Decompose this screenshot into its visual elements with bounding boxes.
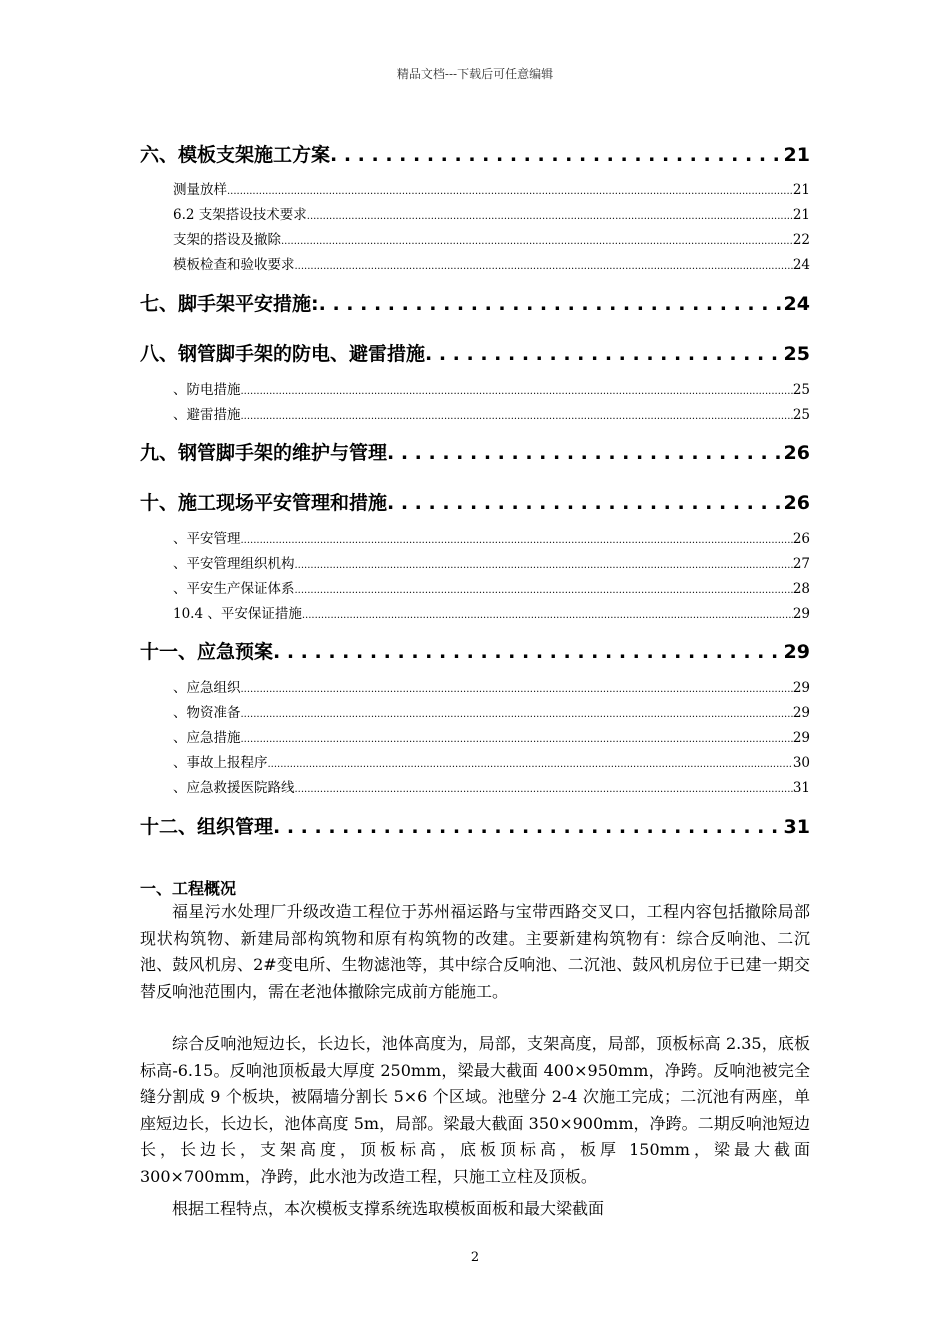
body-paragraph: 综合反响池短边长，长边长，池体高度为，局部，支架高度，局部，顶板标高 2.35，底板标高-6.15。反响池顶板最大厚度 250mm，梁最大截面 400×950mm，净跨。反响池被完全缝分割成 9 个板块，被隔墙分割长 5×6 个区域。池壁分 2-4 次施工完成；二沉池有两座，单座短边长，长边长，池体高度 5m，局部。梁最大截面 350×900mm，净跨。二期反响池短边长，长边长，支架高度，顶板标高，底板顶标高，板厚 150mm，梁最大截面 300×700mm，净跨，此水池为改造工程，只施工立柱及顶板。 [140, 1034, 810, 1186]
toc-entry[interactable] [173, 178, 810, 198]
toc-entry[interactable] [140, 812, 810, 839]
toc-leader [241, 730, 793, 746]
toc-leader [273, 816, 784, 838]
toc-entry-page: 29 [792, 606, 810, 622]
toc-entry-page: 30 [792, 755, 810, 771]
toc-entry-page: 21 [792, 182, 810, 198]
toc-entry[interactable] [173, 253, 810, 273]
toc-entry-page: 29 [792, 705, 810, 721]
toc-entry[interactable] [173, 403, 810, 423]
toc-leader [241, 382, 793, 398]
toc-entry-page: 29 [792, 680, 810, 696]
toc-leader [307, 207, 793, 223]
section-heading: 一、工程概况 [140, 879, 237, 898]
toc-leader [241, 680, 793, 696]
toc-entry[interactable] [173, 378, 810, 398]
toc-entry[interactable] [173, 751, 810, 771]
toc-entry-text: 六、模板支架施工方案 [140, 144, 331, 166]
toc-entry-text: 6.2 支架搭设技术要求 [173, 207, 307, 223]
page-number: 2 [470, 1250, 480, 1265]
toc-leader [425, 343, 784, 365]
toc-leader [295, 556, 793, 572]
toc-entry[interactable] [173, 776, 810, 796]
toc-entry-text: 十二、组织管理 [140, 816, 274, 838]
toc-leader [281, 232, 793, 248]
toc-entry-text: 10.4 、平安保证措施 [173, 606, 302, 622]
toc-entry-text: 、平安生产保证体系 [173, 581, 295, 597]
toc-leader [319, 293, 784, 315]
toc-entry-page: 27 [792, 556, 810, 572]
toc-entry-text: 支架的搭设及撤除 [173, 232, 281, 248]
toc-entry-text: 、平安管理 [173, 531, 241, 547]
toc-entry-text: 、应急救援医院路线 [173, 780, 295, 796]
page-header: 精品文档---下载后可任意编辑 [396, 67, 554, 81]
toc-entry[interactable] [140, 289, 810, 316]
toc-leader [330, 144, 784, 166]
toc-leader [241, 407, 793, 423]
toc-leader [302, 606, 793, 622]
toc-entry-text: 、应急措施 [173, 730, 241, 746]
toc-entry-page: 25 [783, 343, 810, 365]
toc-entry[interactable] [140, 339, 810, 366]
toc-entry[interactable] [173, 527, 810, 547]
toc-entry-text: 九、钢管脚手架的维护与管理 [140, 442, 388, 464]
toc-leader [241, 531, 793, 547]
toc-entry-text: 七、脚手架平安措施: [140, 293, 319, 315]
toc-entry[interactable] [140, 637, 810, 664]
toc-entry-text: 十一、应急预案 [140, 641, 274, 663]
toc-entry-text: 测量放样 [173, 182, 227, 198]
toc-leader [387, 492, 784, 514]
toc-entry-page: 25 [792, 407, 810, 423]
toc-entry[interactable] [173, 577, 810, 597]
toc-entry-page: 26 [792, 531, 810, 547]
toc-entry[interactable] [173, 726, 810, 746]
toc-entry-text: 、应急组织 [173, 680, 241, 696]
toc-entry[interactable] [173, 701, 810, 721]
toc-entry-page: 28 [792, 581, 810, 597]
toc-entry[interactable] [173, 228, 810, 248]
toc-entry-page: 31 [792, 780, 810, 796]
toc-entry-page: 26 [783, 492, 810, 514]
toc-entry-text: 、防电措施 [173, 382, 241, 398]
toc-entry-text: 十、施工现场平安管理和措施 [140, 492, 388, 514]
toc-entry-text: 八、钢管脚手架的防电、避雷措施 [140, 343, 426, 365]
toc-entry[interactable] [140, 140, 810, 167]
toc-entry[interactable] [173, 552, 810, 572]
toc-leader [273, 641, 784, 663]
toc-entry-text: 、平安管理组织机构 [173, 556, 295, 572]
toc-entry[interactable] [140, 438, 810, 465]
toc-entry-page: 31 [783, 816, 810, 838]
body-paragraph: 根据工程特点，本次模板支撑系统选取模板面板和最大梁截面 [172, 1199, 605, 1218]
toc-leader [241, 705, 793, 721]
toc-entry-page: 21 [792, 207, 810, 223]
toc-entry[interactable] [173, 676, 810, 696]
toc-entry-page: 26 [783, 442, 810, 464]
toc-entry[interactable] [173, 203, 810, 223]
toc-leader [295, 581, 793, 597]
toc-entry[interactable] [140, 488, 810, 515]
toc-entry-page: 25 [792, 382, 810, 398]
toc-entry-text: 、避雷措施 [173, 407, 241, 423]
toc-entry-text: 模板检查和验收要求 [173, 257, 295, 273]
toc-leader [387, 442, 784, 464]
toc-entry-text: 、物资准备 [173, 705, 241, 721]
toc-entry-page: 29 [792, 730, 810, 746]
toc-entry-page: 24 [792, 257, 810, 273]
toc-entry-page: 22 [792, 232, 810, 248]
toc-entry[interactable] [173, 602, 810, 622]
toc-leader [295, 257, 793, 273]
toc-leader [268, 755, 793, 771]
body-paragraph: 福星污水处理厂升级改造工程位于苏州福运路与宝带西路交叉口，工程内容包括撤除局部现状构筑物、新建局部构筑物和原有构筑物的改建。主要新建构筑物有：综合反响池、二沉池、鼓风机房、2#变电所、生物滤池等，其中综合反响池、二沉池、鼓风机房位于已建一期交替反响池范围内，需在老池体撤除完成前方能施工。 [140, 902, 810, 1001]
toc-entry-page: 29 [783, 641, 810, 663]
toc-leader [227, 182, 793, 198]
toc-entry-page: 21 [783, 144, 810, 166]
toc-entry-page: 24 [783, 293, 810, 315]
toc-entry-text: 、事故上报程序 [173, 755, 268, 771]
toc-leader [295, 780, 793, 796]
